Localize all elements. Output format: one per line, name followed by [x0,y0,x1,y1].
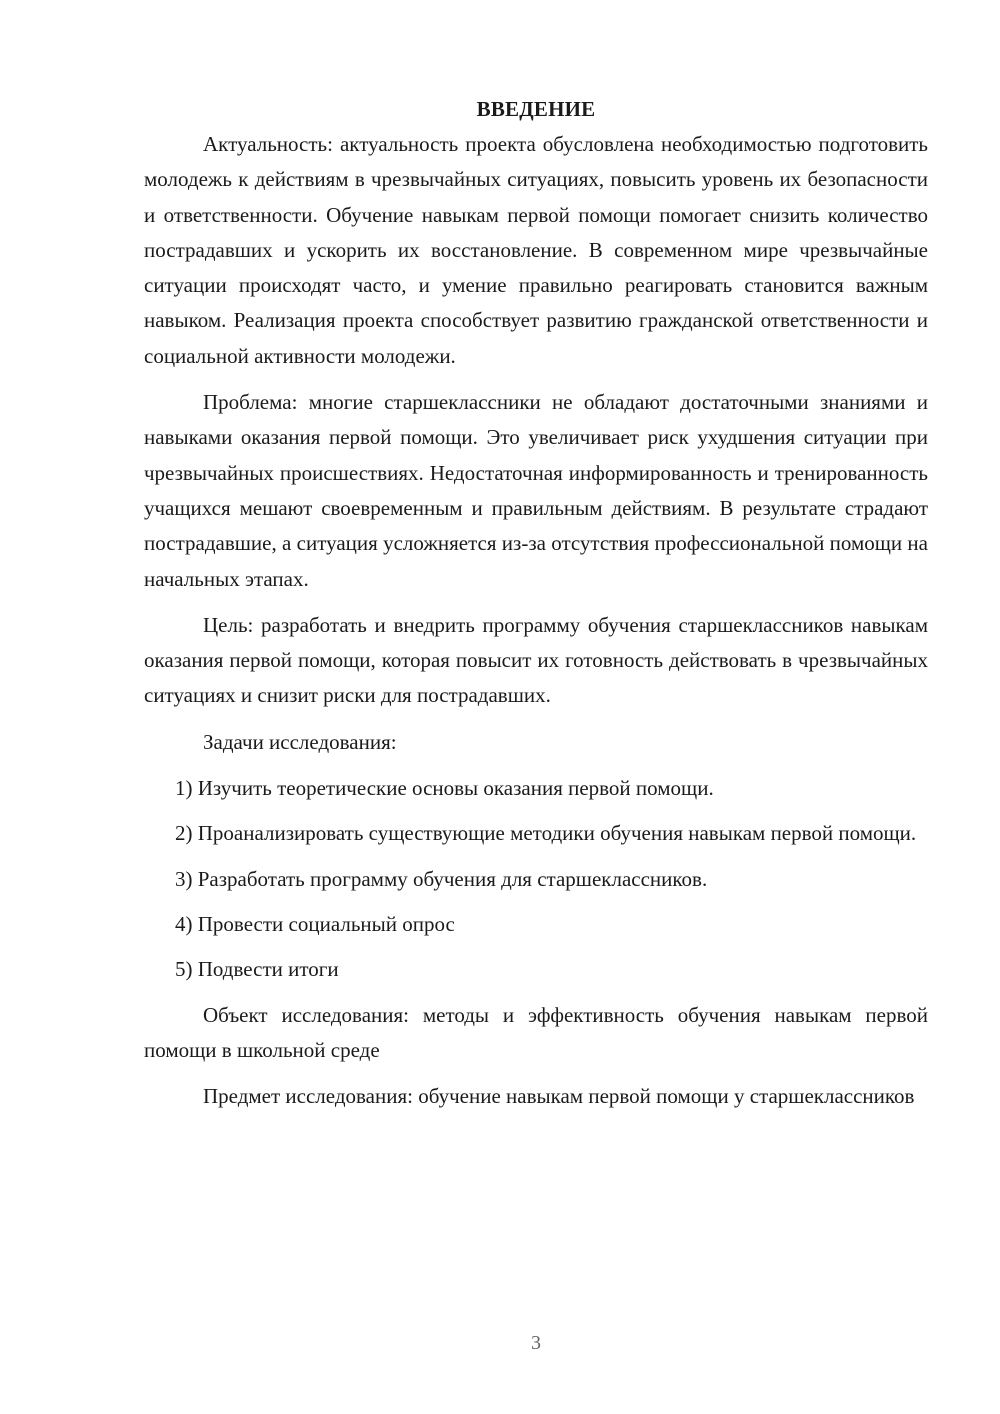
tasks-heading: Задачи исследования: [203,729,397,754]
task-item: 1) Изучить теоретические основы оказания первой помощи. [175,776,714,801]
task-item: 4) Провести социальный опрос [175,911,455,936]
paragraph-problem: Проблема: многие старшеклассники не обладают достаточными знаниями и навыками оказания первой помощи. Это увеличивает риск ухудшения ситуации при чрезвычайных происшествиях. Недостаточная информированность и тренированность учащихся мешают своевременным и правильным действиям. В результате страдают пострадавшие, а ситуация усложняется из-за отсутствия профессиональной помощи на начальных этапах. [144,390,928,591]
document-page [144,92,928,1125]
page-title: ВВЕДЕНИЕ [476,97,596,121]
task-item: 5) Подвести итоги [175,957,339,982]
task-item: 3) Разработать программу обучения для старшеклассников. [175,866,708,891]
paragraph-relevance: Актуальность: актуальность проекта обусловлена необходимостью подготовить молодежь к действиям в чрезвычайных ситуациях, повысить уровень их безопасности и ответственности. Обучение навыкам первой помощи помогает снизить количество пострадавших и ускорить их восстановление. В современном мире чрезвычайные ситуации происходят часто, и умение правильно реагировать становится важным навыком. Реализация проекта способствует развитию гражданской ответственности и социальной активности молодежи. [144,132,928,368]
paragraph-subject: Предмет исследования: обучение навыкам первой помощи у старшеклассников [203,1084,915,1109]
task-item: 2) Проанализировать существующие методики обучения навыкам первой помощи. [175,821,917,846]
paragraph-goal: Цель: разработать и внедрить программу обучения старшеклассников навыкам оказания первой помощи, которая повысит их готовность действовать в чрезвычайных ситуациях и снизит риски для пострадавших. [144,612,928,708]
paragraph-object: Объект исследования: методы и эффективность обучения навыкам первой помощи в школьной среде [144,1002,928,1062]
page-number: 3 [531,1332,541,1354]
